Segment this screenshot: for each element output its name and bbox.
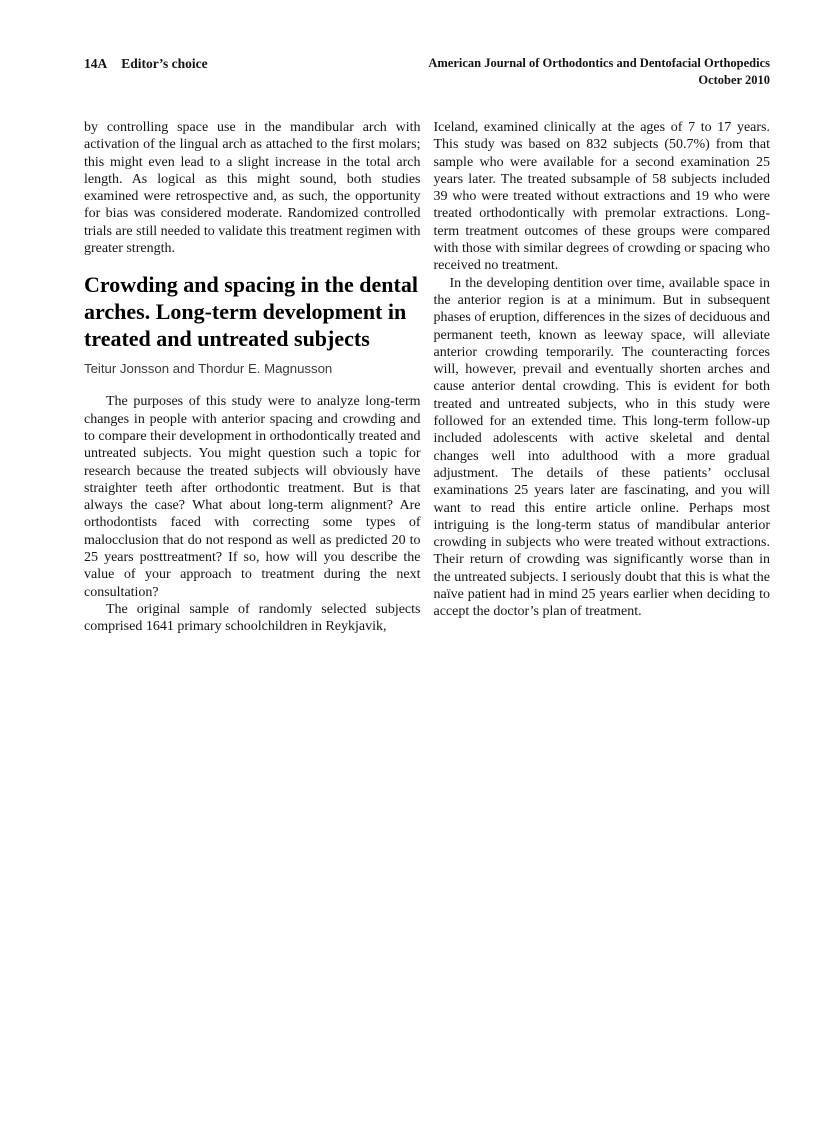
running-head	[84, 55, 770, 89]
article-title: Crowding and spacing in the dental arches. Long-term development in treated and untreated subjects	[84, 272, 418, 352]
body-paragraph: The original sample of randomly selected subjects comprised 1641 primary schoolchildren in Reykjavik,	[84, 601, 421, 635]
running-head-right	[428, 55, 770, 89]
right-column	[434, 119, 771, 636]
left-column	[84, 119, 421, 636]
body-paragraph: The purposes of this study were to analyze long-term changes in people with anterior spacing and crowding and to compare their development in orthodontically treated and untreated subjects. You might question such a topic for research because the treated subjects will obviously have straighter teeth after orthodontic treatment. But is that always the case? What about long-term alignment? Are orthodontists faced with correcting some types of malocclusion that do not respond as well as predicted 20 to 25 years posttreatment? If so, how will you describe the value of your approach to treatment during the next consultation?	[84, 394, 421, 600]
body-paragraph: In the developing dentition over time, available space in the anterior region is at a minimum. But in subsequent phases of eruption, differences in the sizes of deciduous and permanent teeth, known as leeway space, will alleviate anterior crowding temporarily. The counteracting forces will, however, prevail and eventually shorten arches and cause anterior dental crowding. This is evident for both treated and untreated subjects, who in this study were followed for an extended time. This long-term follow-up included adolescents with active skeletal and dental changes well into adulthood with a more gradual adjustment. The details of these patients’ occlusal examinations 25 years later are fascinating, and you will want to read this entire article online. Perhaps most intriguing is the long-term status of mandibular anterior crowding in subjects who were treated without extractions. Their return of crowding was significantly worse than in the untreated subjects. I seriously doubt that this is what the naïve patient had in mind 25 years earlier when deciding to accept the doctor’s plan of treatment.	[433, 275, 770, 620]
journal-name: American Journal of Orthodontics and Dentofacial Orthopedics	[428, 56, 770, 70]
two-column-body	[84, 119, 770, 636]
body-paragraph: Iceland, examined clinically at the ages of 7 to 17 years. This study was based on 832 subjects (50.7%) from that sample who were available for a second examination 25 years later. The treated subsample of 58 subjects included 39 who were treated without extractions and 19 who were treated orthodontically with premolar extractions. Long-term treatment outcomes of these groups were compared with those with similar degrees of crowding or spacing who received no treatment.	[433, 120, 770, 274]
continuation-paragraph: by controlling space use in the mandibular arch with activation of the lingual arch as attached to the first molars; this might even lead to a slight increase in the total arch length. As logical as this might sound, both studies examined were retrospective and, as such, the opportunity for bias was considered moderate. Randomized controlled trials are still needed to validate this treatment regimen with greater strength.	[84, 120, 421, 257]
issue-date: October 2010	[698, 73, 770, 87]
journal-page	[84, 55, 770, 636]
page-number: 14A	[84, 56, 108, 71]
section-title: Editor’s choice	[121, 56, 208, 71]
article-authors: Teitur Jonsson and Thordur E. Magnusson	[84, 361, 333, 377]
running-head-left	[84, 55, 208, 72]
